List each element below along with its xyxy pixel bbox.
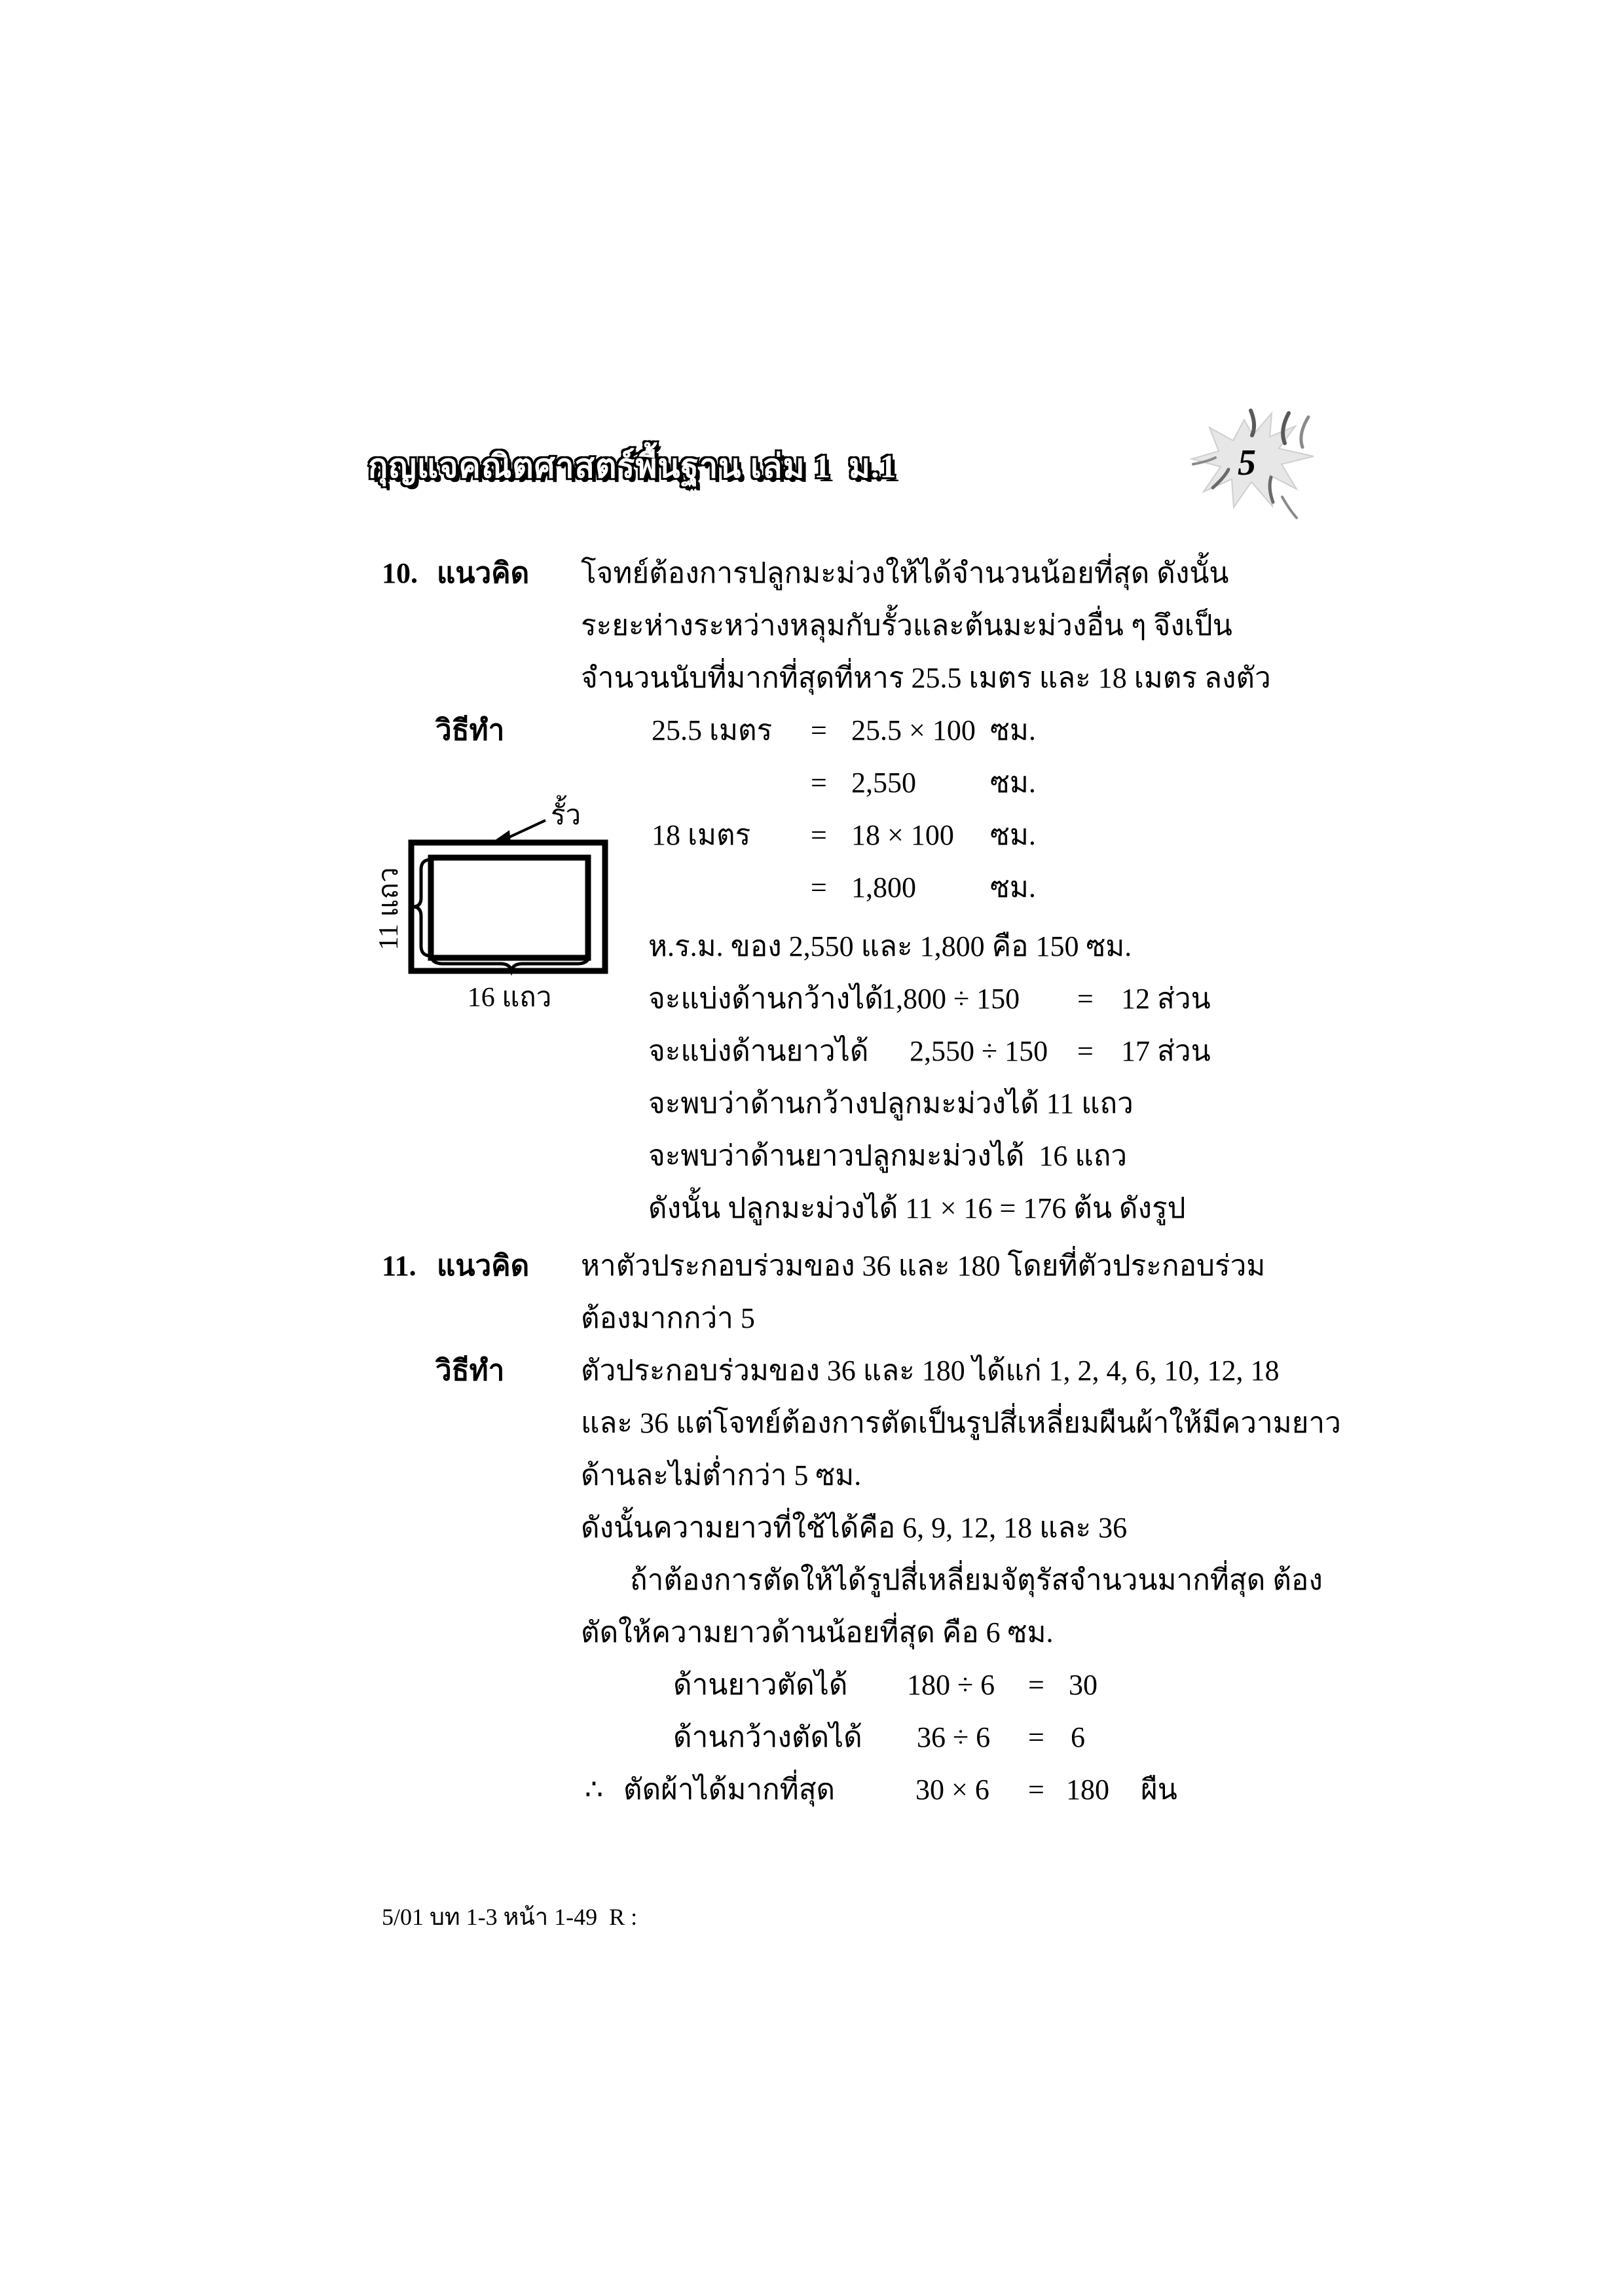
final-row-label: ตัดผ้าได้มากที่สุด <box>623 1774 836 1806</box>
fence-arrow-line <box>509 820 545 837</box>
final-row-unit: ผืน <box>1141 1774 1177 1806</box>
conv-row1-unit: ซม. <box>990 714 1036 746</box>
problem11-number: 11. <box>382 1250 416 1282</box>
divide-row1-result: 12 ส่วน <box>1121 983 1211 1015</box>
problem10-method-label: วิธีทำ <box>435 714 505 746</box>
cut-row1-label: ด้านยาวตัดได้ <box>673 1669 848 1701</box>
cut-row1-eq: = <box>1028 1669 1044 1701</box>
problem11-method-line1: ตัวประกอบร่วมของ 36 และ 180 ได้แก่ 1, 2, 4, 6, 10, 12, 18 <box>581 1355 1280 1387</box>
problem10-conclusion: ดังนั้น ปลูกมะม่วงได้ 11 × 16 = 176 ต้น ดังรูป <box>648 1192 1186 1224</box>
conv-row1-rhs: 25.5 × 100 <box>851 714 976 746</box>
problem10-idea-line2: ระยะห่างระหว่างหลุมกับรั้วและต้นมะม่วงอื่น ๆ จึงเป็น <box>581 610 1232 642</box>
divide-row2-eq: = <box>1077 1035 1094 1067</box>
conv-row3-eq: = <box>811 819 827 851</box>
cut-row2-label: ด้านกว้างตัดได้ <box>673 1721 862 1753</box>
hrm-line: ห.ร.ม. ของ 2,550 และ 1,800 คือ 150 ซม. <box>648 930 1132 962</box>
cut-row1-result: 30 <box>1069 1669 1098 1701</box>
conv-row1-lhs: 25.5 เมตร <box>652 714 773 746</box>
conv-row1-eq: = <box>811 714 827 746</box>
problem11-idea-line1: หาตัวประกอบร่วมของ 36 และ 180 โดยที่ตัวประกอบร่วม <box>581 1250 1266 1282</box>
cols-count-label: 16 แถว <box>467 983 552 1013</box>
problem10-idea-line1: โจทย์ต้องการปลูกมะม่วงให้ได้จำนวนน้อยที่สุด ดังนั้น <box>581 557 1229 589</box>
conv-row4-eq: = <box>811 871 827 903</box>
final-row-eq: = <box>1028 1774 1044 1806</box>
page-number: 5 <box>1238 443 1256 483</box>
divide-row1-label: จะแบ่งด้านกว้างได้ <box>648 983 883 1015</box>
cut-row2-expr: 36 ÷ 6 <box>917 1721 991 1753</box>
conv-row3-unit: ซม. <box>990 819 1036 851</box>
conv-row3-lhs: 18 เมตร <box>652 819 751 851</box>
cut-row2-eq: = <box>1028 1721 1044 1753</box>
problem11-idea-label: แนวคิด <box>437 1250 530 1282</box>
inner-planting-rect <box>431 858 588 958</box>
problem11-method-line6: ตัดให้ความยาวด้านน้อยที่สุด คือ 6 ซม. <box>581 1616 1054 1649</box>
problem10-idea-label: แนวคิด <box>437 557 530 589</box>
divide-row2-label: จะแบ่งด้านยาวได้ <box>648 1035 869 1067</box>
book-title-logo: กุญแจคณิตศาสตร์พื้นฐาน เล่ม 1 ม.1 <box>368 448 897 484</box>
problem10-idea-line3: จำนวนนับที่มากที่สุดที่หาร 25.5 เมตร และ 18 เมตร ลงตัว <box>581 662 1271 694</box>
final-row-expr: 30 × 6 <box>915 1774 989 1806</box>
problem11-idea-line2: ต้องมากกว่า 5 <box>581 1302 755 1334</box>
footer-reference: 5/01 บท 1-3 หน้า 1-49 R : <box>382 1904 638 1930</box>
problem11-method-line3: ด้านละไม่ต่ำกว่า 5 ซม. <box>581 1459 862 1491</box>
conv-row3-rhs: 18 × 100 <box>851 819 954 851</box>
divide-row1-eq: = <box>1077 983 1094 1015</box>
therefore-symbol: ∴ <box>585 1774 603 1806</box>
starburst-graphic <box>1187 403 1324 527</box>
problem11-method-line4: ดังนั้นความยาวที่ใช้ได้คือ 6, 9, 12, 18 และ 36 <box>581 1512 1128 1544</box>
problem10-number: 10. <box>382 557 418 589</box>
divide-row2-result: 17 ส่วน <box>1121 1035 1211 1067</box>
rows-count-label: 11 แถว <box>374 867 404 951</box>
problem11-method-line2: และ 36 แต่โจทย์ต้องการตัดเป็นรูปสี่เหลี่ยมผืนผ้าให้มีความยาว <box>581 1407 1341 1439</box>
divide-row2-expr: 2,550 ÷ 150 <box>910 1035 1048 1067</box>
problem11-method-label: วิธีทำ <box>435 1355 505 1387</box>
conv-row4-rhs: 1,800 <box>851 871 916 903</box>
conv-row2-eq: = <box>811 767 827 799</box>
fence-label: รั้ว <box>551 801 581 831</box>
page-number-starburst <box>1187 403 1324 530</box>
cut-row2-result: 6 <box>1071 1721 1085 1753</box>
conv-row2-unit: ซม. <box>990 767 1036 799</box>
found-line2: จะพบว่าด้านยาวปลูกมะม่วงได้ 16 แถว <box>648 1140 1128 1172</box>
final-row-result: 180 <box>1066 1774 1109 1806</box>
divide-row1-expr: 1,800 ÷ 150 <box>881 983 1020 1015</box>
conv-row4-unit: ซม. <box>990 871 1036 903</box>
cut-row1-expr: 180 ÷ 6 <box>907 1669 995 1701</box>
outer-fence-rect <box>411 843 605 971</box>
conv-row2-rhs: 2,550 <box>851 767 916 799</box>
found-line1: จะพบว่าด้านกว้างปลูกมะม่วงได้ 11 แถว <box>648 1087 1134 1120</box>
problem11-method-line5: ถ้าต้องการตัดให้ได้รูปสี่เหลี่ยมจัตุรัสจำนวนมากที่สุด ต้อง <box>630 1564 1323 1596</box>
